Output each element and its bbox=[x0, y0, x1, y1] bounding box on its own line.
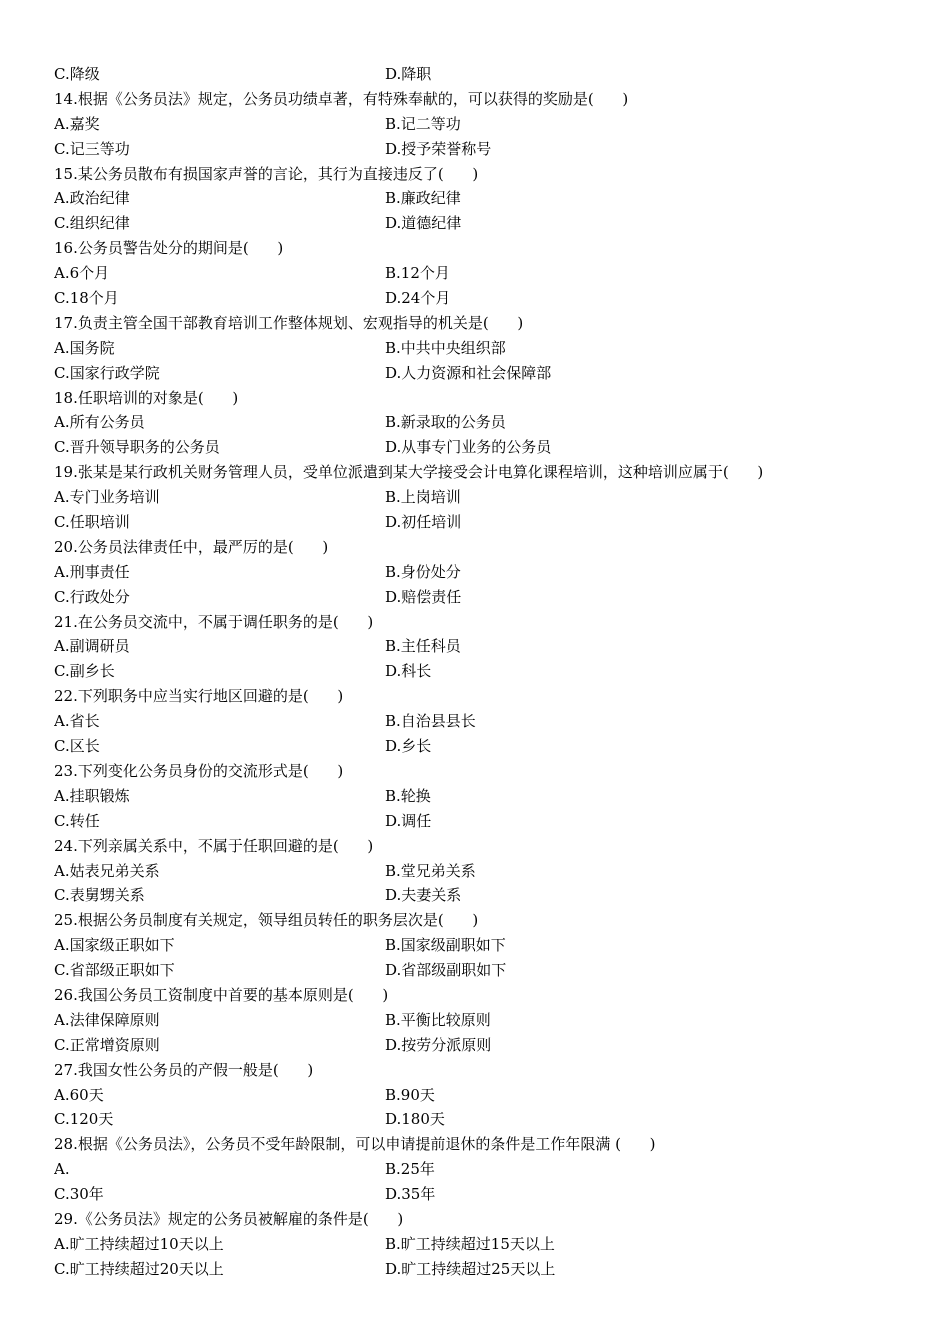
option-left: A.60天 bbox=[54, 1085, 104, 1104]
option-right: B.身份处分 bbox=[385, 562, 461, 581]
option-row bbox=[54, 361, 914, 386]
option-row bbox=[54, 659, 914, 684]
option-right: D.按劳分派原则 bbox=[385, 1035, 492, 1054]
option-right: B.堂兄弟关系 bbox=[385, 861, 476, 880]
option-row bbox=[54, 1008, 914, 1033]
question-text: 17.负责主管全国干部教育培训工作整体规划、宏观指导的机关是( ) bbox=[54, 313, 524, 332]
option-right: D.降职 bbox=[385, 65, 432, 83]
option-row bbox=[54, 186, 914, 211]
option-row bbox=[54, 435, 914, 460]
option-row bbox=[54, 1157, 914, 1182]
question-text: 16.公务员警告处分的期间是( ) bbox=[54, 239, 284, 258]
option-row bbox=[54, 883, 914, 908]
option-left: A.政治纪律 bbox=[54, 189, 130, 208]
question-text: 15.某公务员散布有损国家声誉的言论，其行为直接违反了( ) bbox=[54, 164, 479, 183]
option-right: D.省部级副职如下 bbox=[385, 961, 507, 980]
option-right: D.35年 bbox=[385, 1185, 436, 1204]
option-left: C.组织纪律 bbox=[54, 214, 130, 233]
option-row bbox=[54, 211, 914, 236]
option-right: D.乡长 bbox=[385, 737, 432, 756]
option-right: D.夫妻关系 bbox=[385, 886, 462, 905]
question-text: 21.在公务员交流中，不属于调任职务的是( ) bbox=[54, 612, 374, 631]
option-left: A.6个月 bbox=[54, 264, 110, 283]
option-right: B.旷工持续超过15天以上 bbox=[385, 1234, 555, 1253]
option-left: A.旷工持续超过10天以上 bbox=[54, 1234, 224, 1253]
option-left: C.正常增资原则 bbox=[54, 1035, 160, 1054]
option-row bbox=[54, 112, 914, 137]
option-left: C.晋升领导职务的公务员 bbox=[54, 438, 220, 457]
option-left: A.省长 bbox=[54, 712, 100, 731]
option-left: C.120天 bbox=[54, 1110, 114, 1129]
option-left: A.刑事责任 bbox=[54, 562, 130, 581]
option-row bbox=[54, 734, 914, 759]
option-row bbox=[54, 1107, 914, 1132]
option-right: B.中共中央组织部 bbox=[385, 338, 506, 357]
option-row bbox=[54, 958, 914, 983]
question-text: 29.《公务员法》规定的公务员被解雇的条件是( ) bbox=[54, 1209, 404, 1228]
option-right: B.25年 bbox=[385, 1160, 435, 1179]
option-left: A.副调研员 bbox=[54, 637, 130, 656]
option-left: C.转任 bbox=[54, 811, 100, 830]
option-left: A.国务院 bbox=[54, 338, 115, 357]
question-text: 14.根据《公务员法》规定，公务员功绩卓著，有特殊奉献的，可以获得的奖励是( ) bbox=[54, 89, 629, 108]
question-text: 27.我国女性公务员的产假一般是( ) bbox=[54, 1060, 314, 1079]
option-row bbox=[54, 261, 914, 286]
option-right: D.道德纪律 bbox=[385, 214, 462, 233]
option-left: C.国家行政学院 bbox=[54, 363, 160, 382]
option-right: D.授予荣誉称号 bbox=[385, 139, 492, 158]
option-row bbox=[54, 62, 914, 87]
question-text: 26.我国公务员工资制度中首要的基本原则是( ) bbox=[54, 985, 389, 1004]
option-right: D.180天 bbox=[385, 1110, 445, 1129]
option-row bbox=[54, 809, 914, 834]
option-left: A.姑表兄弟关系 bbox=[54, 861, 160, 880]
option-right: B.轮换 bbox=[385, 786, 431, 805]
option-left: C.省部级正职如下 bbox=[54, 961, 175, 980]
option-right: D.从事专门业务的公务员 bbox=[385, 438, 552, 457]
option-right: D.24个月 bbox=[385, 289, 451, 308]
option-row bbox=[54, 1232, 914, 1257]
option-left: C.18个月 bbox=[54, 289, 119, 308]
option-left: C.30年 bbox=[54, 1185, 104, 1204]
question-text: 24.下列亲属关系中，不属于任职回避的是( ) bbox=[54, 836, 374, 855]
option-row bbox=[54, 410, 914, 435]
option-right: D.初任培训 bbox=[385, 513, 462, 532]
option-right: B.记二等功 bbox=[385, 114, 461, 133]
option-left: C.旷工持续超过20天以上 bbox=[54, 1259, 224, 1278]
question-text: 25.根据公务员制度有关规定，领导组员转任的职务层次是( ) bbox=[54, 911, 479, 930]
option-left: A.所有公务员 bbox=[54, 413, 145, 432]
option-row bbox=[54, 560, 914, 585]
option-row bbox=[54, 784, 914, 809]
option-right: B.12个月 bbox=[385, 264, 450, 283]
option-right: B.上岗培训 bbox=[385, 488, 461, 507]
option-left: A. bbox=[54, 1160, 70, 1179]
option-right: D.调任 bbox=[385, 811, 432, 830]
option-left: A.专门业务培训 bbox=[54, 488, 160, 507]
option-right: B.90天 bbox=[385, 1085, 435, 1104]
option-row bbox=[54, 286, 914, 311]
option-left: C.副乡长 bbox=[54, 662, 115, 681]
option-left: C.行政处分 bbox=[54, 587, 130, 606]
option-left: C.表舅甥关系 bbox=[54, 886, 145, 905]
option-right: D.科长 bbox=[385, 662, 432, 681]
option-right: B.新录取的公务员 bbox=[385, 413, 506, 432]
option-left: C.记三等功 bbox=[54, 139, 130, 158]
option-left: A.国家级正职如下 bbox=[54, 936, 175, 955]
option-right: B.主任科员 bbox=[385, 637, 461, 656]
option-row bbox=[54, 709, 914, 734]
option-row bbox=[54, 137, 914, 162]
option-right: B.廉政纪律 bbox=[385, 189, 461, 208]
option-row bbox=[54, 585, 914, 610]
option-row bbox=[54, 336, 914, 361]
option-right: D.旷工持续超过25天以上 bbox=[385, 1259, 556, 1278]
option-left: C.区长 bbox=[54, 737, 100, 756]
option-row bbox=[54, 510, 914, 535]
option-right: B.自治县县长 bbox=[385, 712, 476, 731]
option-right: B.平衡比较原则 bbox=[385, 1010, 491, 1029]
option-row bbox=[54, 1182, 914, 1207]
option-left: C.降级 bbox=[54, 65, 100, 83]
option-row bbox=[54, 859, 914, 884]
option-row bbox=[54, 1083, 914, 1108]
exam-page bbox=[54, 62, 914, 1282]
question-text: 19.张某是某行政机关财务管理人员，受单位派遣到某大学接受会计电算化课程培训，这种培训应属于( ) bbox=[54, 463, 764, 482]
option-right: D.人力资源和社会保障部 bbox=[385, 363, 552, 382]
option-left: A.挂职锻炼 bbox=[54, 786, 130, 805]
question-text: 22.下列职务中应当实行地区回避的是( ) bbox=[54, 687, 344, 706]
option-left: A.法律保障原则 bbox=[54, 1010, 160, 1029]
option-row bbox=[54, 933, 914, 958]
question-text: 18.任职培训的对象是( ) bbox=[54, 388, 239, 407]
option-left: C.任职培训 bbox=[54, 513, 130, 532]
question-text: 28.根据《公务员法》，公务员不受年龄限制，可以申请提前退休的条件是工作年限满 ( ) bbox=[54, 1135, 656, 1154]
option-row bbox=[54, 485, 914, 510]
option-row bbox=[54, 634, 914, 659]
option-row bbox=[54, 1257, 914, 1282]
option-left: A.嘉奖 bbox=[54, 114, 100, 133]
question-text: 20.公务员法律责任中，最严厉的是( ) bbox=[54, 537, 329, 556]
option-right: D.赔偿责任 bbox=[385, 587, 462, 606]
question-text: 23.下列变化公务员身份的交流形式是( ) bbox=[54, 761, 344, 780]
option-row bbox=[54, 1033, 914, 1058]
option-right: B.国家级副职如下 bbox=[385, 936, 506, 955]
